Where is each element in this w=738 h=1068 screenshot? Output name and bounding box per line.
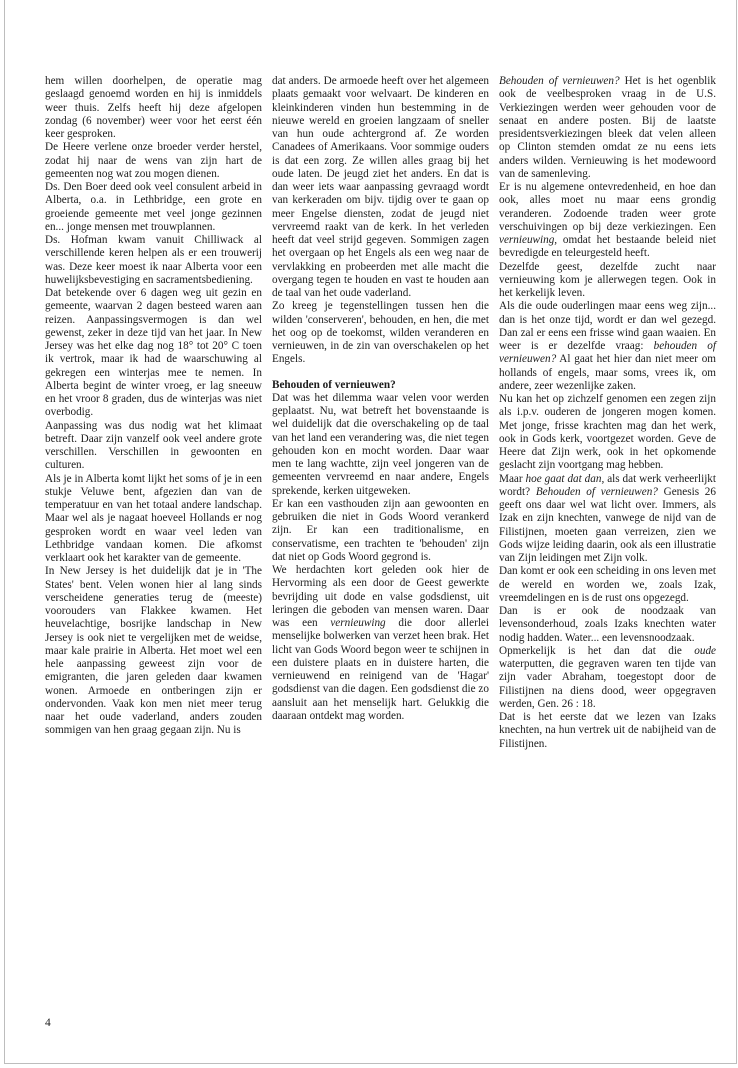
paragraph: Zo kreeg je tegenstellingen tussen hen die wilden 'conserveren', behouden, en hen, die met het oog op de toekomst, wilden veranderen en vernieuwen, in de zin van overschakelen op het Engels. (272, 300, 489, 366)
emphasis: behouden of vernieuwen? (499, 340, 716, 366)
page-number: 4 (45, 1017, 51, 1029)
paragraph: In New Jersey is het duidelijk dat je in 'The States' bent. Velen wonen hier al lang sinds verscheidene generaties terug de (meeste) voorouders van Flakkee kwamen. Het heuvelachtige, bosrijke landschap in New Jersey is ook niet te vergelijken met de weidse, maar kale prairie in Alberta. Het moet wel een hele aanpassing geweest zijn voor de emigranten, die jaren geleden daar kwamen wonen. Armoede en ontberingen zijn er ondervonden. Vaak kon men niet meer terug naar het oude vaderland, anders zouden sommigen van hen graag gegaan zijn. Nu is (45, 565, 262, 737)
paragraph: Dan is er ook de noodzaak van levensonderhoud, zoals Izaks knechten water nodig hadden. Water... een levensnoodzaak. (499, 605, 716, 644)
emphasis: vernieuwing (330, 617, 386, 629)
paragraph: Aanpassing was dus nodig wat het klimaat betreft. Daar zijn vanzelf ook veel andere grote verschillen. Verschillen in gewoonten en culturen. (45, 419, 262, 472)
emphasis: Behouden of vernieuwen? (499, 75, 620, 87)
paragraph: Dat was het dilemma waar velen voor werden geplaatst. Nu, wat betreft het bovenstaande is wel duidelijk dat die overschakeling op de taal van het land een verandering was, die niet tegen gehouden kon en mocht worden. Daar waar men te lang wachtte, zijn veel jongeren van de gemeenten vervreemd en naar andere, Engels sprekende, kerken uitgeweken. (272, 391, 489, 497)
emphasis: Behouden of vernieuwen? (535, 485, 658, 498)
text-run: Al gaat het hier dan niet meer om hollands of engels, maar soms, vrees ik, om andere, zeer wezenlijke zaken. (499, 353, 716, 392)
text-column-3 (499, 75, 716, 751)
emphasis: hoe gaat dat dan, (525, 472, 605, 485)
text-run: omdat het bestaande beleid niet bevredigde en teleurgesteld heeft. (499, 234, 716, 260)
paragraph (499, 645, 716, 711)
paragraph (272, 564, 489, 723)
text-run: Opmerkelijk is het dan dat die (499, 644, 695, 657)
paragraph: Nu kan het op zichzelf genomen een zegen zijn als i.p.v. ouderen de jongeren mogen komen. Met jonge, frisse krachten mag dan het werk, ook in Gods kerk, voortgezet worden. Geve de Heere dat Zijn werk, ook in het opkomende geslacht zijn voortgang mag hebben. (499, 393, 716, 472)
paragraph: hem willen doorhelpen, de operatie mag geslaagd genoemd worden en hij is inmiddels weer thuis. Zelfs heeft hij deze afgelopen zondag (6 november) weer voor het eerst één keer gesproken. (45, 75, 262, 140)
paragraph: Dan komt er ook een scheiding in ons leven met de wereld en worden we, zoals Izak, vreemdelingen en is de rust ons opgezegd. (499, 565, 716, 604)
paragraph: Dezelfde geest, dezelfde zucht naar vernieuwing kom je allerwegen tegen. Ook in het kerkelijk leven. (499, 260, 716, 299)
text-run: Het is het ogenblik ook de veelbesproken vraag in de U.S. Verkiezingen werden weer gehouden voor de senaat en andere posten. Bij de laatste presidentsverkiezingen bleek dat velen alleen op Clinton stemden omdat ze nu eens iets anders wilden. Vernieuwing is het modewoord van de samenleving. (499, 75, 716, 180)
text-run: Genesis 26 geeft ons daar wel wat licht over. Immers, als Izak en zijn knechten, vanwege de nijd van de Filistijnen, moeten gaan verreizen, zien we Gods wijze leiding daarin, ook als een illustratie van Zijn leidingen met Zijn volk. (499, 485, 716, 564)
paragraph: De Heere verlene onze broeder verder herstel, zodat hij naar de wens van zijn hart de gemeenten nog wat zou mogen dienen. (45, 141, 262, 180)
paragraph: dat anders. De armoede heeft over het algemeen plaats gemaakt voor welvaart. De kinderen en kleinkinderen vinden hun bestemming in de nieuwe wereld en groeien langzaam of sneller van hun oude achtergrond af. Ze worden Canadees of Amerikaans. Voor sommige ouders is dat een zorg. Ze willen alles graag bij het oude laten. De jeugd ziet het anders. En dat is dan weer iets waar aanpassing gevraagd wordt van kerkeraden om bijv. tijdig over te gaan op meer Engelse diensten, zodat de jeugd niet vervreemd raakt van de kerk. In het verleden heeft dat veel strijd gegeven. Sommigen zagen het overgaan op het Engels als een weg naar de vervlakking en probeerden met alle macht die overgang tegen te houden en vast te houden aan de taal van het oude vaderland. (272, 75, 489, 299)
paragraph: Ds. Hofman kwam vanuit Chilliwack al verschillende keren helpen als er een trouwerij was. Deze keer moest ik naar Alberta voor een huwelijksbevestiging en sacramentsbediening. (45, 234, 262, 286)
emphasis: oude (694, 644, 716, 657)
paragraph (499, 181, 716, 261)
text-run: die door allerlei menselijke bolwerken van verzet heen brak. Het licht van Gods Woord begon weer te schijnen in een duistere plaats en in duistere harten, die vernieuwend en reinigend van de 'Hagar' godsdienst van die dagen. Een godsdienst die zo aansluit aan het menselijk hart. Gelukkig die daaraan ontdekt mag worden. (272, 617, 489, 722)
text-run: Maar (499, 472, 526, 485)
emphasis: vernieuwing, (499, 234, 558, 246)
text-run: We herdachten kort geleden ook hier de Hervorming als een door de Geest gewerkte bevrijding uit dode en valse godsdienst, uit leringen die geboden van mensen waren. Daar was een (272, 564, 489, 629)
paragraph (499, 75, 716, 181)
text-column-1 (45, 75, 262, 738)
paragraph: Er kan een vasthouden zijn aan gewoonten en gebruiken die niet in Gods Woord verankerd zijn. Er kan een traditionalisme, en conservatisme, een trachten te 'behouden' zijn dat niet op Gods Woord gegrond is. (272, 497, 489, 563)
text-column-2 (272, 75, 489, 723)
paragraph: Dat is het eerste dat we lezen van Izaks knechten, na hun vertrek uit de nabijheid van de Filistijnen. (499, 711, 716, 750)
paragraph (499, 473, 716, 566)
paragraph: Als je in Alberta komt lijkt het soms of je in een stukje Veluwe bent, afgezien dan van de temperatuur en van het totaal andere landschap. Maar wel als je nagaat hoeveel Hollands er nog gesproken wordt en waar veel leden van Lethbridge vandaan komen. Die afkomst verklaart ook het karakter van de gemeente. (45, 472, 262, 564)
text-run: Er is nu algemene ontevredenheid, en hoe dan ook, alles moet nu maar eens grondig veranderen. Zodoende traden weer grote verschuivingen op bij deze verkiezingen. Een (499, 181, 716, 233)
paragraph: Dat betekende over 6 dagen weg uit gezin en gemeente, waarvan 2 dagen besteed waren aan reizen. Aanpassingsvermogen is dan wel gewenst, zeker in deze tijd van het jaar. In New Jersey was het elke dag nog 18° tot 20° C toen ik vertrok, maar ik had de waarschuwing al gekregen een winterjas mee te nemen. In Alberta begint de winter vroeg, er lag sneeuw en het vroor 8 graden, dus de winterjas was niet overbodig. (45, 287, 262, 419)
text-run: als dat werk verheerlijkt wordt? (499, 472, 717, 498)
text-run: waterputten, die gegraven waren ten tijde van zijn vader Abraham, toegestopt door de Filistijnen na diens dood, weer opgegraven werden, Gen. 26 : 18. (499, 658, 716, 710)
text-run: Als die oude ouderlingen maar eens weg zijn... dan is het onze tijd, wordt er dan wel gezegd. Dan zal er eens een frisse wind gaan waaien. En weer is er dezelfde vraag: (499, 300, 716, 352)
section-heading: Behouden of vernieuwen? (272, 378, 396, 391)
paragraph (499, 300, 716, 393)
paragraph: Ds. Den Boer deed ook veel consulent arbeid in Alberta, o.a. in Lethbridge, een grote en groeiende gemeente met veel jonge gezinnen en... jonge mensen met trouwplannen. (45, 181, 262, 233)
